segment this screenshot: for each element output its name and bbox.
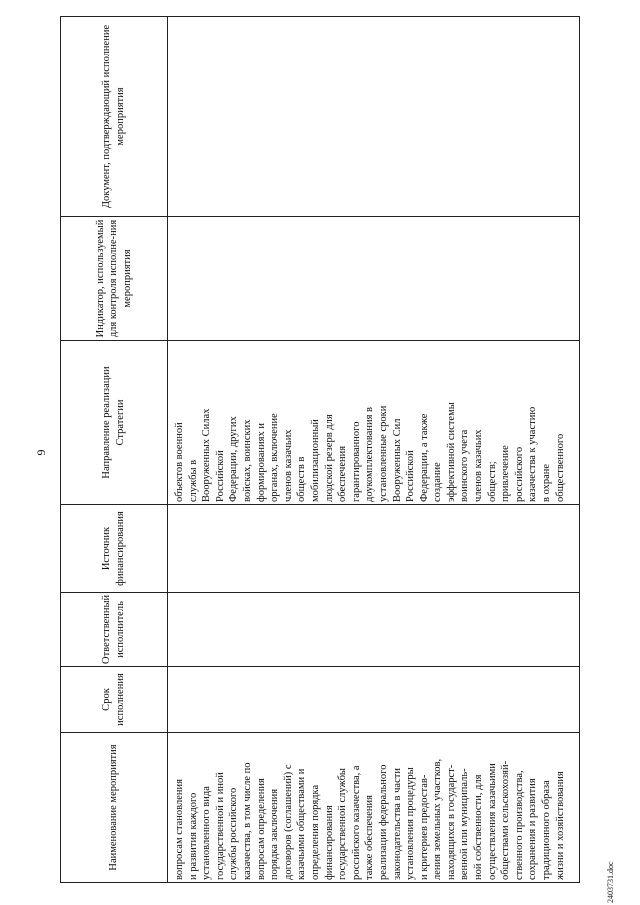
text-line: определения порядка <box>309 784 321 880</box>
table-row <box>168 17 580 883</box>
text-line: договоров (соглашений) с <box>282 764 294 880</box>
direction-lines <box>173 343 567 502</box>
text-line: ственного производства, <box>513 770 525 880</box>
text-line: жизни и хозяйствования <box>554 771 566 880</box>
text-line: создание <box>432 462 444 502</box>
page-number: 9 <box>34 449 48 456</box>
text-line: Российской <box>405 450 417 502</box>
cell-deadline <box>168 667 580 733</box>
text-line: и критериев предостав- <box>418 774 430 880</box>
text-line: воинского учета <box>459 429 471 502</box>
text-line: сохранения и развития <box>527 778 539 880</box>
cell-funding <box>168 505 580 593</box>
text-line: вопросам становления <box>174 779 185 880</box>
text-line: порядка заключения <box>269 788 281 880</box>
text-line: в охране <box>541 463 553 502</box>
text-line: финансирования <box>323 805 335 880</box>
text-line: казачества к участию <box>527 406 539 502</box>
text-line: ления земельных участков, <box>432 758 444 880</box>
text-line: законодательства в части <box>391 768 403 880</box>
text-line: органах, включение <box>269 413 281 502</box>
text-line: Вооруженных Силах <box>201 408 213 502</box>
text-line: формированиях и <box>255 423 267 502</box>
text-line: объектов военной <box>174 422 185 502</box>
header-name: Наименование мероприятия <box>61 733 168 883</box>
text-line: Российской <box>214 450 226 502</box>
header-executor: Ответственный исполнитель <box>61 593 168 667</box>
text-line: привлечение <box>500 445 512 502</box>
text-line: обеспечения <box>337 445 349 502</box>
cell-indicator <box>168 217 580 341</box>
text-line: мобилизационный <box>309 419 321 502</box>
text-line: службы в <box>187 459 199 502</box>
text-line: государственной службы <box>337 768 349 880</box>
text-line: традиционного образа <box>541 780 553 880</box>
cell-executor <box>168 593 580 667</box>
header-funding: Источник финансирования <box>61 505 168 593</box>
text-line: также обеспечения <box>364 795 376 880</box>
text-line: обществ в <box>296 456 308 502</box>
text-line: людской резерв для <box>323 414 335 502</box>
text-line: российского казачества, а <box>350 765 362 880</box>
text-line: реализации федерального <box>377 764 389 880</box>
text-line: осуществления казачьими <box>486 763 498 880</box>
header-direction: Направление реализации Стратегии <box>61 341 168 505</box>
text-line: войсках, воинских <box>241 419 253 502</box>
name-lines <box>173 735 567 880</box>
text-line: установленные сроки <box>377 405 389 502</box>
text-line: обществ; <box>486 461 498 502</box>
file-name-footer: 2403731.doc <box>606 861 615 903</box>
text-line: казачества, в том числе по <box>241 762 253 880</box>
text-line: установленного вида <box>201 786 213 880</box>
cell-direction <box>168 341 580 505</box>
text-line: гарантированного <box>350 421 362 502</box>
text-line: эффективной системы <box>445 402 457 502</box>
header-document: Документ, подтверждающий исполнение мероприятия <box>61 17 168 217</box>
text-line: обществами сельскохозяй- <box>500 760 512 880</box>
header-indicator: Индикатор, используемый для контроля исполне-ния мероприятия <box>61 217 168 341</box>
table-header-row <box>61 17 168 883</box>
measures-table <box>60 16 580 883</box>
text-line: государственной и иной <box>214 772 226 880</box>
cell-document <box>168 17 580 217</box>
text-line: Вооруженных Сил <box>391 418 403 502</box>
text-line: членов казачьих <box>473 429 485 502</box>
cell-name <box>168 733 580 883</box>
text-line: Федерации, других <box>228 416 240 502</box>
text-line: находящихся в государст- <box>445 764 457 880</box>
header-deadline: Срок исполнения <box>61 667 168 733</box>
text-line: венной или муниципаль- <box>459 768 471 880</box>
text-line: ной собственности, для <box>473 774 485 880</box>
text-line: доукомплектования в <box>364 406 376 502</box>
text-line: казачьими обществами и <box>296 768 308 880</box>
text-line: вопросам определения <box>255 778 267 880</box>
text-line: российского <box>513 446 525 502</box>
text-line: общественного <box>554 433 566 502</box>
text-line: членов казачьих <box>282 429 294 502</box>
text-line: установления процедуры <box>405 767 417 880</box>
text-line: и развития каждого <box>187 792 199 880</box>
text-line: службы российского <box>228 787 240 880</box>
text-line: Федерации, а также <box>418 413 430 502</box>
